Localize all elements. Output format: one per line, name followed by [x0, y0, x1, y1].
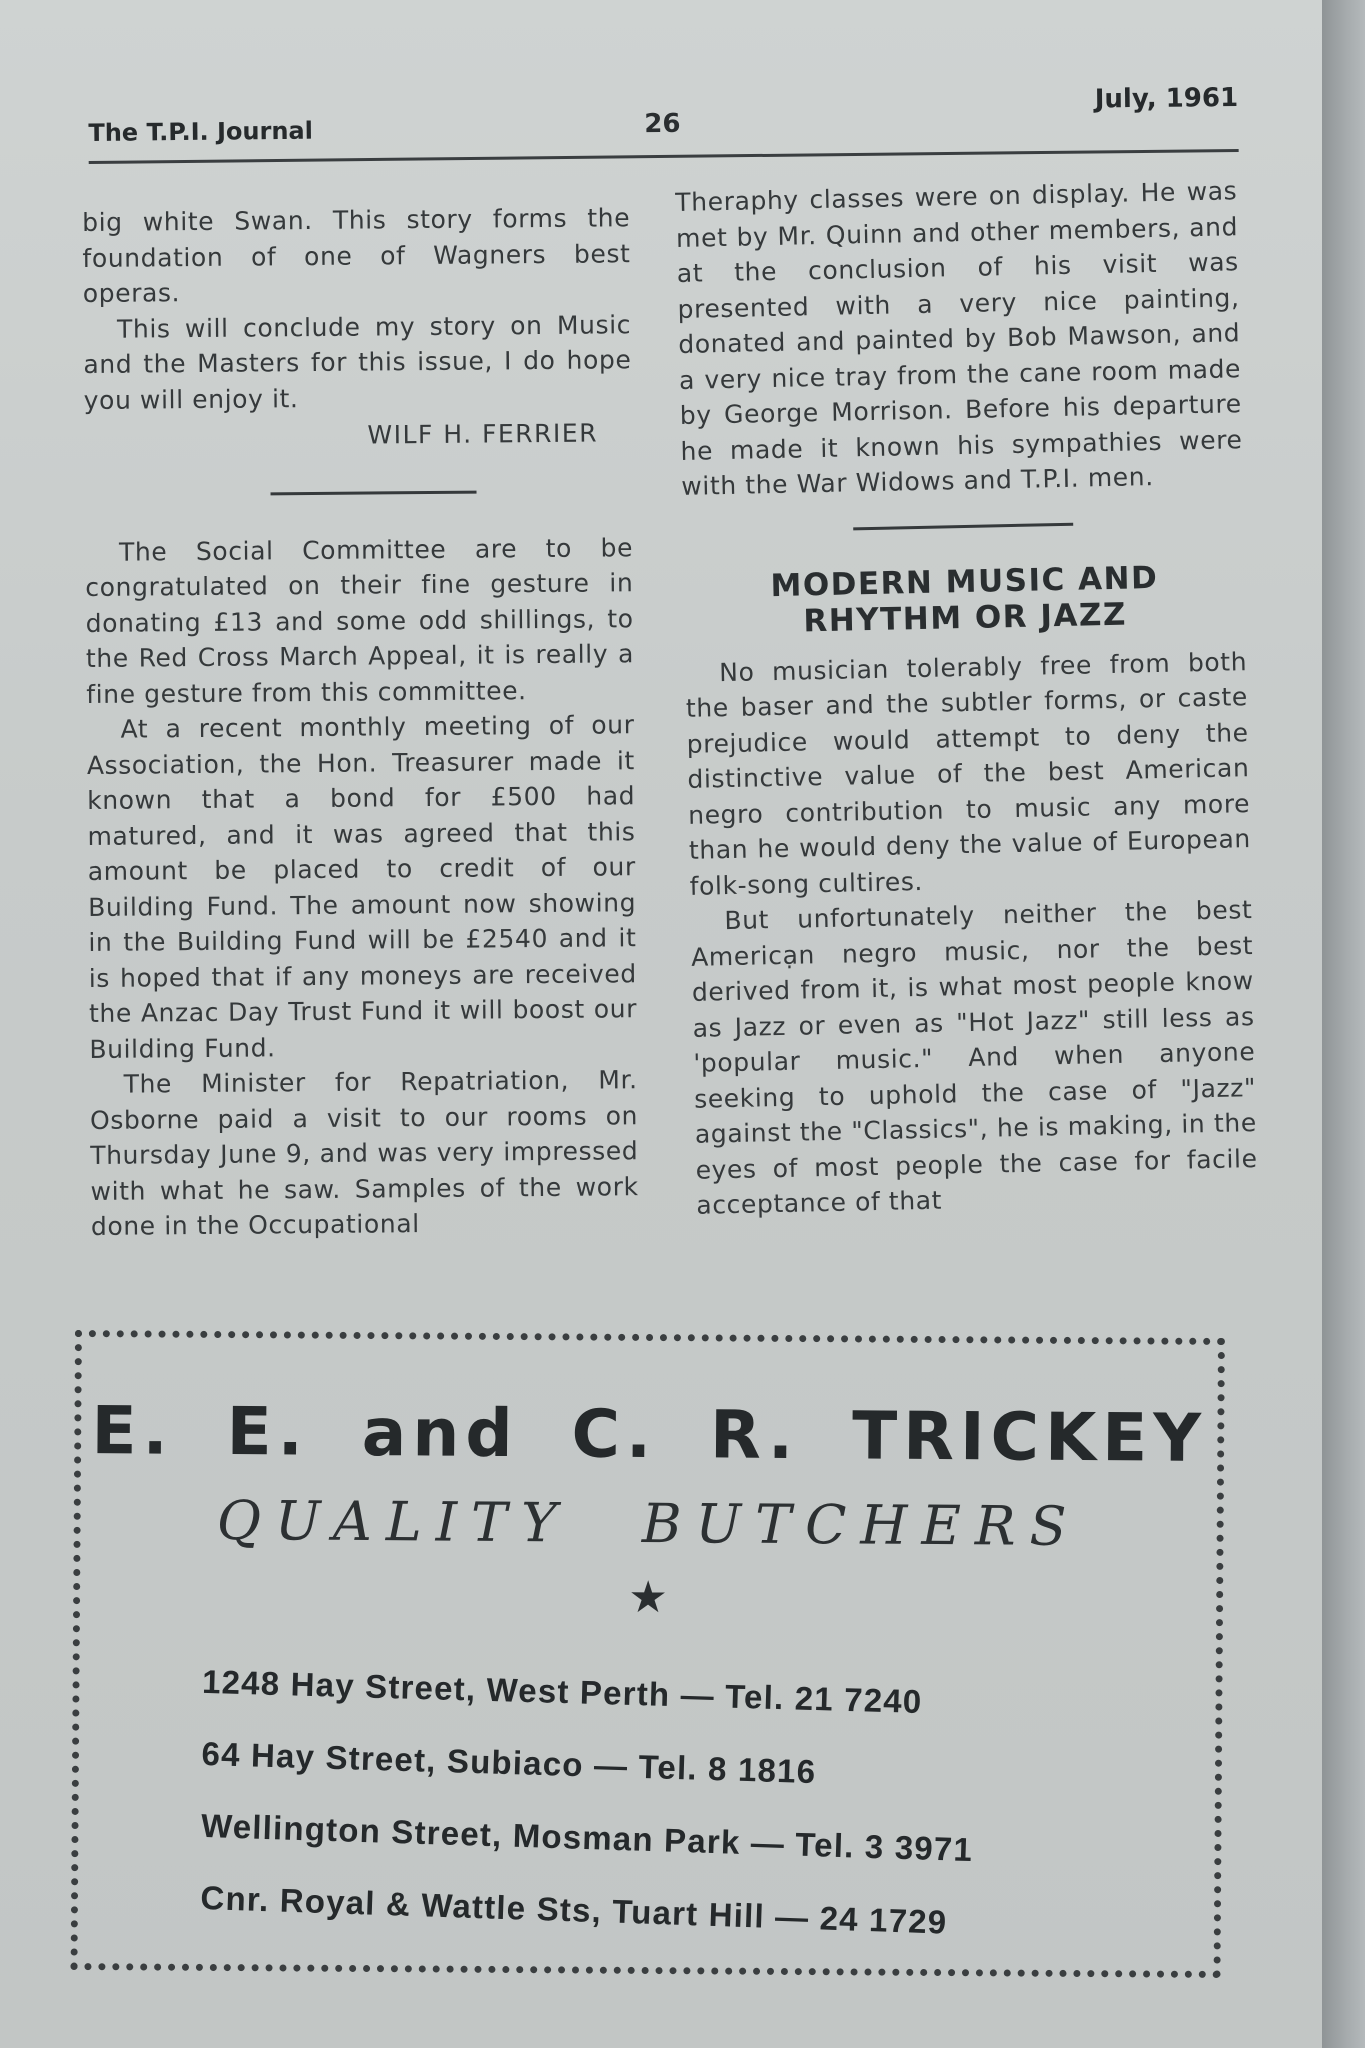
- header-rule: [89, 149, 1239, 164]
- article-heading-line: MODERN MUSIC AND: [770, 559, 1159, 604]
- advert-address: Wellington Street, Mosman Park — Tel. 3 3971: [200, 1806, 974, 1869]
- paragraph: At a recent monthly meeting of our Association, the Hon. Treasurer made it known that a bond for £500 had matured, and it was agreed that this amount be placed to credit of our Building Fund. The amount now showing in the Building Fund will be £2540 and it is hoped that if any moneys are received the Anzac Day Trust Fund it will boost our Building Fund.: [86, 710, 638, 1064]
- section-divider: [853, 522, 1073, 530]
- paragraph: The Social Committee are to be congratulated on their fine gesture in donating £13 and some odd shillings, to the Red Cross March Appeal, it is really a fine gesture from this committee.: [85, 532, 635, 709]
- right-column: [675, 173, 1259, 1223]
- advert-address: 1248 Hay Street, West Perth — Tel. 21 7240: [201, 1662, 923, 1721]
- article-heading: [683, 558, 1246, 642]
- page-number: 26: [644, 108, 681, 140]
- butcher-advertisement: [71, 1330, 1225, 1978]
- page-header: [88, 83, 1239, 170]
- paragraph: The Minister for Repatriation, Mr. Osborne paid a visit to our rooms on Thursday June 9, and was very impressed with what he saw. Samples of the work done in the Occupational: [89, 1065, 639, 1241]
- advert-tagline: QUALITY BUTCHERS: [216, 1488, 1081, 1559]
- journal-title: The T.P.I. Journal: [88, 116, 314, 147]
- paragraph: This will conclude my story on Music and the Masters for this issue, I do hope you will enjoy it.: [83, 309, 632, 415]
- page-binding-edge: [1322, 0, 1365, 2048]
- paragraph: No musician tolerably free from both the baser and the subtler forms, or caste prejudice would attempt to deny the distinctive value of the best American negro contribution to music any more than he would deny the value of European folk-song cultires.: [685, 646, 1252, 901]
- article-heading-line: RHYTHM OR JAZZ: [803, 596, 1128, 639]
- left-column: [82, 200, 639, 1244]
- advert-address: Cnr. Royal & Wattle Sts, Tuart Hill — 24 1729: [199, 1878, 948, 1941]
- advert-address-list: [201, 1663, 1103, 1957]
- issue-date: July, 1961: [1094, 82, 1239, 115]
- advert-address: 64 Hay Street, Subiaco — Tel. 8 1816: [201, 1734, 817, 1791]
- paragraph: big white Swan. This story forms the foundation of one of Wagners best operas.: [82, 203, 631, 308]
- paragraph: But unfortunately neither the best Americạn negro music, nor the best derived from it, is what most people know as Jazz or even as "Hot Jazz" still less as 'popular music." And when anyone seeking to uphold the case of "Jazz" against the "Classics", he is making, in the eyes of most people the case for facile acceptance of that: [690, 895, 1258, 1220]
- paragraph: Theraphy classes were on display. He was met by Mr. Quinn and other members, and at the conclusion of his visit was presented with a very nice painting, donated and painted by Bob Mawson, and a very nice tray from the cane room made by George Morrison. Before his departure he made it known his sympathies were with the War Widows and T.P.I. men.: [675, 176, 1243, 501]
- star-icon: ★: [628, 1571, 669, 1624]
- section-divider: [271, 490, 477, 495]
- advert-business-name: E. E. and C. R. TRICKEY: [91, 1392, 1208, 1477]
- author-signature: WILF H. FERRIER: [367, 418, 599, 450]
